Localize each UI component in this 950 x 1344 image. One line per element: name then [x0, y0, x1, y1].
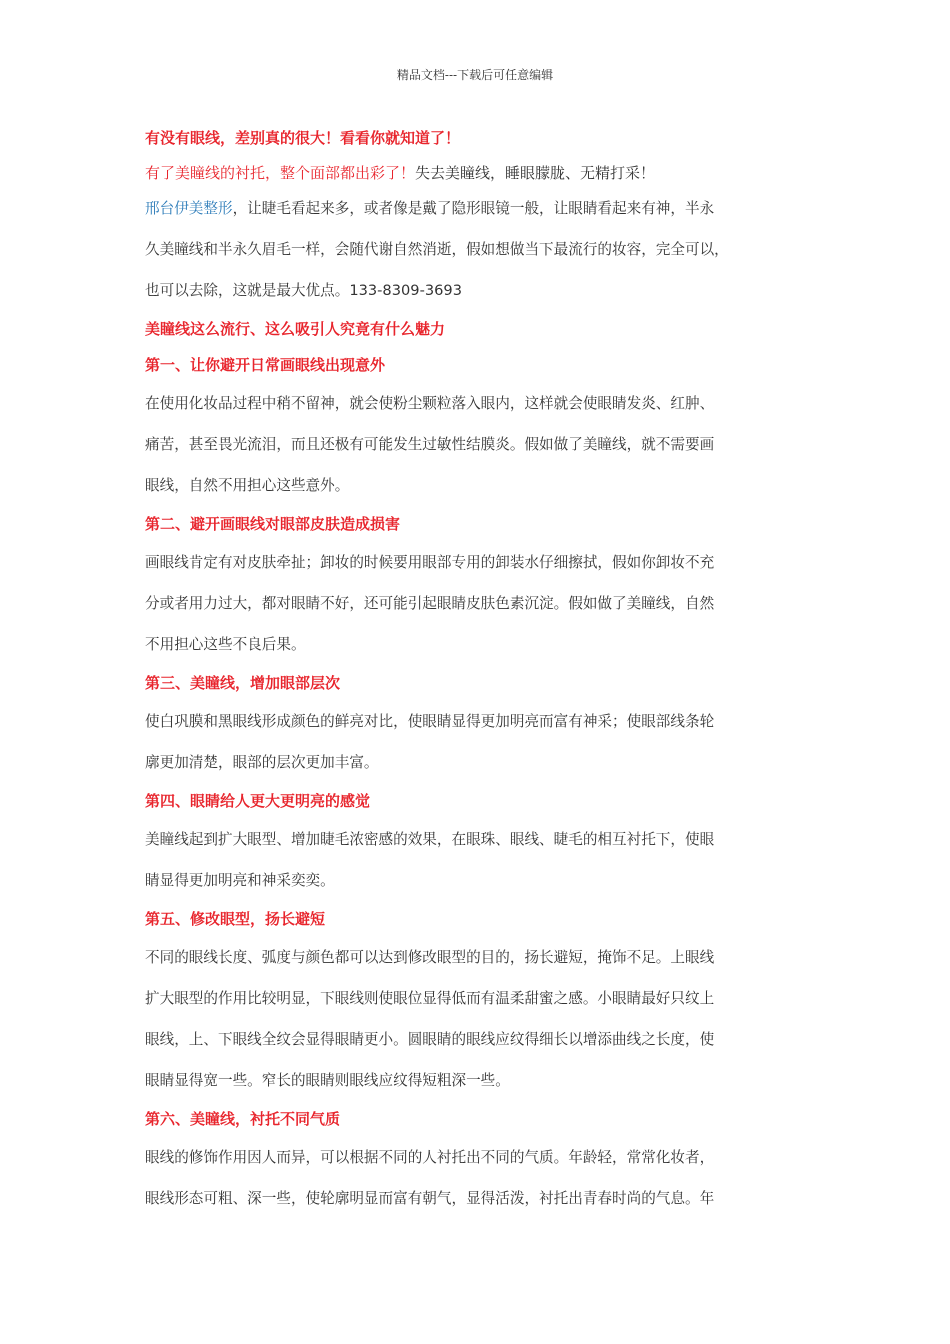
- body-line: 廓更加清楚，眼部的层次更加丰富。: [145, 754, 379, 771]
- body-line: 扩大眼型的作用比较明显，下眼线则使眼位显得低而有温柔甜蜜之感。小眼睛最好只纹上: [145, 990, 715, 1007]
- body-line: 痛苦，甚至畏光流泪，而且还极有可能发生过敏性结膜炎。假如做了美瞳线，就不需要画: [145, 436, 715, 453]
- body-line: 睛显得更加明亮和神采奕奕。: [145, 872, 335, 889]
- body-line: 眼线的修饰作用因人而异，可以根据不同的人衬托出不同的气质。年龄轻，常常化妆者，: [145, 1149, 715, 1166]
- subtitle-black: 失去美瞳线，睡眼朦胧、无精打采！: [415, 164, 656, 182]
- intro-paragraph: [145, 188, 810, 311]
- subtitle-red: 有了美瞳线的衬托，整个面部都出彩了！: [145, 164, 416, 182]
- body-line: 画眼线肯定有对皮肤牵扯；卸妆的时候要用眼部专用的卸装水仔细擦拭，假如你卸妆不充: [145, 554, 715, 571]
- body-line: 眼睛显得宽一些。窄长的眼睛则眼线应纹得短粗深一些。: [145, 1072, 510, 1089]
- intro-line-2: 久美瞳线和半永久眉毛一样，会随代谢自然消逝，假如想做当下最流行的妆容，完全可以，: [145, 241, 729, 258]
- article-title: 有没有眼线，差别真的很大！看看你就知道了！: [145, 129, 461, 147]
- section-heading: 第五、修改眼型，扬长避短: [145, 910, 326, 928]
- section-heading: 第一、让你避开日常画眼线出现意外: [145, 356, 386, 374]
- section-body: [145, 1137, 810, 1219]
- main-heading: 美瞳线这么流行、这么吸引人究竟有什么魅力: [145, 320, 446, 338]
- body-line: 眼线，上、下眼线全纹会显得眼睛更小。圆眼睛的眼线应纹得细长以增添曲线之长度，使: [145, 1031, 715, 1048]
- section-body: [145, 937, 810, 1101]
- intro-line-1-text: ，让睫毛看起来多，或者像是戴了隐形眼镜一般，让眼睛看起来有神，半永: [232, 200, 715, 217]
- page-header: 精品文档---下载后可任意编辑: [396, 68, 554, 82]
- body-line: 使白巩膜和黑眼线形成颜色的鲜亮对比，使眼睛显得更加明亮而富有神采；使眼部线条轮: [145, 713, 715, 730]
- body-line: 眼线，自然不用担心这些意外。: [145, 477, 350, 494]
- section-heading: 第六、美瞳线，衬托不同气质: [145, 1110, 341, 1128]
- section-body: [145, 701, 810, 783]
- body-line: 分或者用力过大，都对眼睛不好，还可能引起眼睛皮肤色素沉淀。假如做了美瞳线，自然: [145, 595, 715, 612]
- section-heading: 第四、眼睛给人更大更明亮的感觉: [145, 792, 371, 810]
- body-line: 美瞳线起到扩大眼型、增加睫毛浓密感的效果，在眼珠、眼线、睫毛的相互衬托下，使眼: [145, 831, 715, 848]
- section-heading: 第二、避开画眼线对眼部皮肤造成损害: [145, 515, 401, 533]
- body-line: 眼线形态可粗、深一些，使轮廓明显而富有朝气，显得活泼，衬托出青春时尚的气息。年: [145, 1190, 715, 1207]
- section-body: [145, 819, 810, 901]
- section-heading: 第三、美瞳线，增加眼部层次: [145, 674, 341, 692]
- intro-line-1: [145, 188, 810, 229]
- body-line: 不用担心这些不良后果。: [145, 636, 306, 653]
- clinic-link[interactable]: 邢台伊美整形: [145, 200, 233, 217]
- intro-line-3: 也可以去除，这就是最大优点。133-8309-3693: [145, 282, 462, 299]
- article: [145, 122, 810, 1219]
- body-line: 在使用化妆品过程中稍不留神，就会使粉尘颗粒落入眼内，这样就会使眼睛发炎、红肿、: [145, 395, 715, 412]
- body-line: 不同的眼线长度、弧度与颜色都可以达到修改眼型的目的，扬长避短，掩饰不足。上眼线: [145, 949, 715, 966]
- article-subtitle: [145, 158, 810, 188]
- section-body: [145, 383, 810, 506]
- section-body: [145, 542, 810, 665]
